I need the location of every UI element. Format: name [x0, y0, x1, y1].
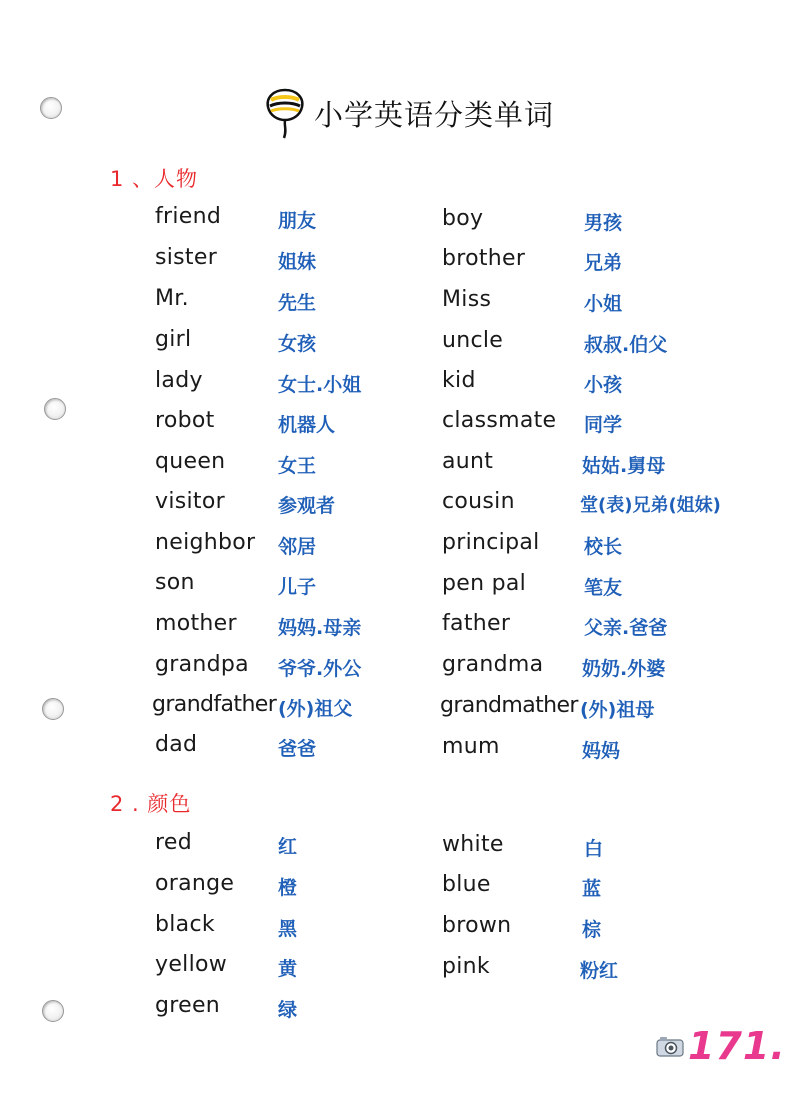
page-title-block: [262, 86, 554, 140]
english-word: brown: [442, 913, 512, 938]
chinese-meaning: (外)祖母: [580, 699, 655, 721]
section-heading-people: 1 、人物: [110, 167, 199, 191]
chinese-meaning: 先生: [278, 292, 317, 314]
chinese-meaning: 笔友: [584, 577, 623, 599]
english-word: green: [155, 993, 221, 1018]
english-word: white: [442, 832, 504, 857]
english-word: sister: [155, 245, 218, 270]
english-word: pink: [442, 954, 490, 979]
english-word: mother: [155, 611, 237, 636]
chinese-meaning: 黑: [278, 918, 298, 940]
english-word: boy: [442, 206, 484, 231]
chinese-meaning: 女王: [278, 455, 317, 477]
english-word: black: [155, 912, 215, 937]
english-word: uncle: [442, 328, 504, 353]
english-word: queen: [155, 449, 226, 474]
english-word: brother: [442, 246, 526, 271]
chinese-meaning: 绿: [278, 999, 298, 1021]
chinese-meaning: 蓝: [582, 878, 602, 900]
binder-hole: [40, 97, 62, 119]
english-word: dad: [155, 732, 198, 757]
english-word: cousin: [442, 489, 515, 514]
english-word: kid: [442, 368, 476, 393]
english-word: grandmather: [440, 693, 578, 718]
english-word: aunt: [442, 449, 494, 474]
english-word: orange: [155, 871, 235, 896]
english-word: principal: [442, 530, 540, 555]
chinese-meaning: 妈妈: [582, 740, 621, 762]
english-word: Mr.: [155, 286, 189, 311]
english-word: mum: [442, 734, 500, 759]
english-word: father: [442, 611, 511, 636]
english-word: grandpa: [155, 652, 249, 677]
page-number-block: [656, 1024, 786, 1068]
chinese-meaning: 父亲.爸爸: [584, 617, 668, 639]
chinese-meaning: 黄: [278, 958, 298, 980]
chinese-meaning: 爸爸: [278, 738, 317, 760]
chinese-meaning: 红: [278, 836, 298, 858]
chinese-meaning: 白: [584, 838, 604, 860]
chinese-meaning: 儿子: [278, 576, 317, 598]
english-word: classmate: [442, 408, 557, 433]
english-word: lady: [155, 368, 203, 393]
page-number: 171.: [688, 1024, 786, 1068]
chinese-meaning: 橙: [278, 877, 298, 899]
english-word: neighbor: [155, 530, 256, 555]
chinese-meaning: 女士.小姐: [278, 374, 362, 396]
english-word: Miss: [442, 287, 492, 312]
english-word: girl: [155, 327, 192, 352]
english-word: son: [155, 570, 195, 595]
camera-icon: [656, 1035, 684, 1057]
english-word: pen pal: [442, 571, 527, 596]
chinese-meaning: (外)祖父: [278, 698, 353, 720]
chinese-meaning: 堂(表)兄弟(姐妹): [580, 495, 721, 516]
chinese-meaning: 妈妈.母亲: [278, 617, 362, 639]
chinese-meaning: 校长: [584, 536, 623, 558]
chinese-meaning: 女孩: [278, 333, 317, 355]
chinese-meaning: 同学: [584, 414, 623, 436]
chinese-meaning: 棕: [582, 919, 602, 941]
chinese-meaning: 参观者: [278, 495, 336, 517]
english-word: blue: [442, 872, 491, 897]
english-word: friend: [155, 204, 222, 229]
chinese-meaning: 奶奶.外婆: [582, 658, 666, 680]
chinese-meaning: 粉红: [580, 960, 619, 982]
chinese-meaning: 姐妹: [278, 251, 317, 273]
english-word: yellow: [155, 952, 228, 977]
chinese-meaning: 机器人: [278, 414, 336, 436]
chinese-meaning: 邻居: [278, 536, 317, 558]
binder-hole: [42, 698, 64, 720]
english-word: grandfather: [152, 692, 277, 717]
english-word: robot: [155, 408, 215, 433]
binder-hole: [44, 398, 66, 420]
chinese-meaning: 叔叔.伯父: [584, 334, 668, 356]
page-title: 小学英语分类单词: [314, 97, 555, 132]
chinese-meaning: 姑姑.舅母: [582, 455, 666, 477]
english-word: visitor: [155, 489, 225, 514]
chinese-meaning: 朋友: [278, 210, 317, 232]
balloon-icon: [262, 86, 308, 140]
english-word: red: [155, 830, 192, 855]
chinese-meaning: 爷爷.外公: [278, 658, 362, 680]
section-heading-colors: 2 . 颜色: [110, 792, 192, 816]
chinese-meaning: 小孩: [584, 374, 623, 396]
binder-hole: [42, 1000, 64, 1022]
chinese-meaning: 男孩: [584, 212, 623, 234]
chinese-meaning: 兄弟: [584, 252, 623, 274]
chinese-meaning: 小姐: [584, 293, 623, 315]
english-word: grandma: [442, 652, 544, 677]
